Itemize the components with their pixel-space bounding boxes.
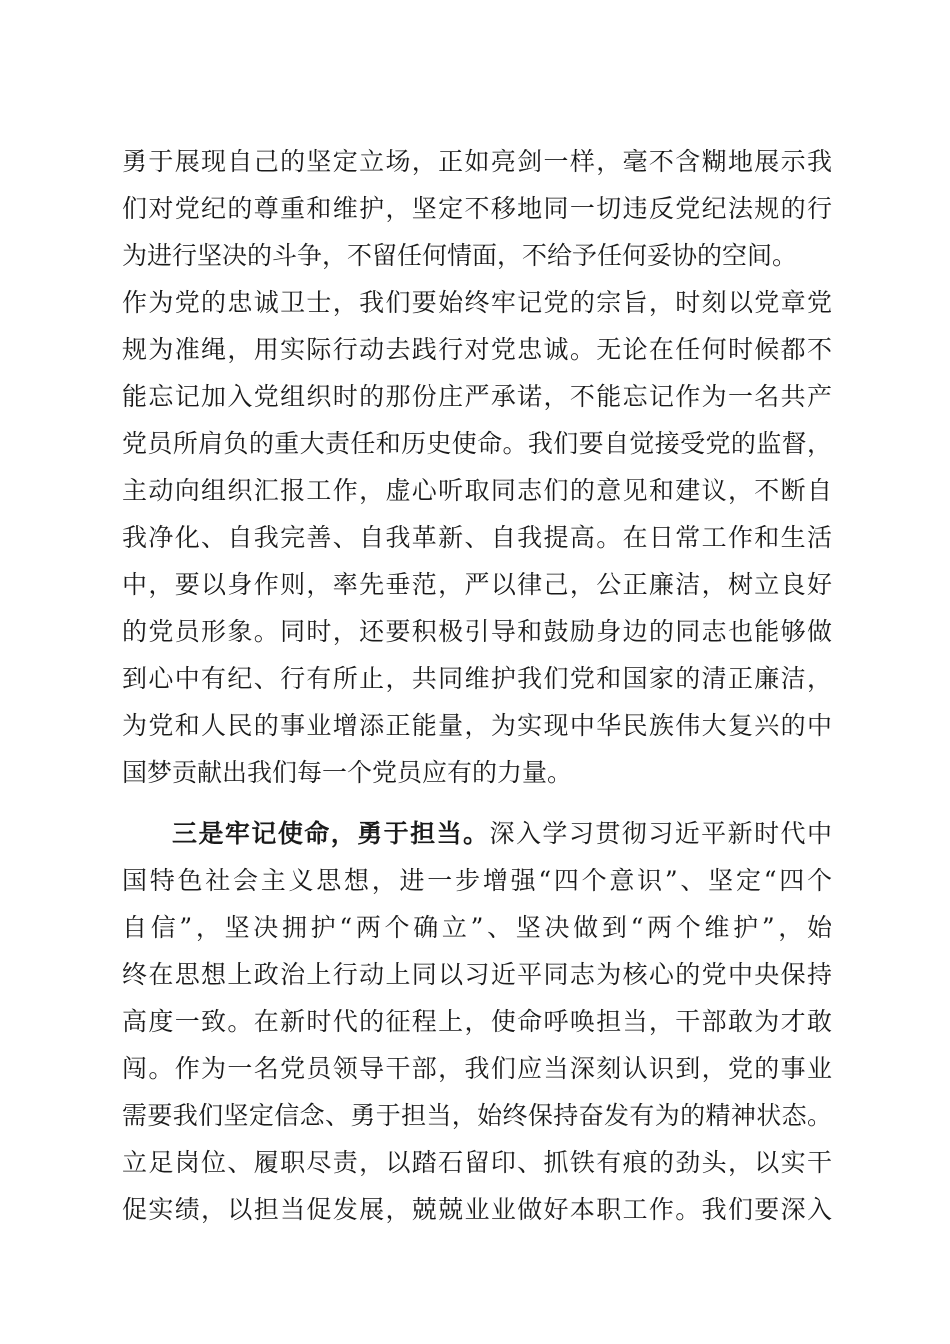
text-line: 国特色社会主义思想，进一步增强“四个意识”、坚定“四个 [122, 866, 832, 895]
text-line: 勇于展现自己的坚定立场，正如亮剑一样，毫不含糊地展示我 [122, 147, 832, 176]
text-line: 为进行坚决的斗争，不留任何情面，不给予任何妥协的空间。 [122, 241, 798, 270]
text-line: 们对党纪的尊重和维护，坚定不移地同一切违反党纪法规的行 [122, 194, 832, 223]
text-line: 能忘记加入党组织时的那份庄严承诺，不能忘记作为一名共产 [122, 382, 832, 411]
text-line: 到心中有纪、行有所止，共同维护我们党和国家的清正廉洁， [122, 664, 832, 693]
section-heading: 三是牢记使命，勇于担当。 [172, 819, 490, 848]
text-line: 为党和人民的事业增添正能量，为实现中华民族伟大复兴的中 [122, 711, 832, 740]
text-line: 中，要以身作则，率先垂范，严以律己，公正廉洁，树立良好 [122, 570, 832, 599]
text-line: 规为准绳，用实际行动去践行对党忠诚。无论在任何时候都不 [122, 335, 832, 364]
text-line: 的党员形象。同时，还要积极引导和鼓励身边的同志也能够做 [122, 617, 832, 646]
text-line: 高度一致。在新时代的征程上，使命呼唤担当，干部敢为才敢 [122, 1007, 832, 1036]
text-line: 立足岗位、履职尽责，以踏石留印、抓铁有痕的劲头，以实干 [122, 1148, 832, 1177]
text-line: 作为党的忠诚卫士，我们要始终牢记党的宗旨，时刻以党章党 [122, 288, 832, 317]
text-line: 促实绩，以担当促发展，兢兢业业做好本职工作。我们要深入 [122, 1195, 832, 1224]
text-line: 终在思想上政治上行动上同以习近平同志为核心的党中央保持 [122, 960, 832, 989]
text-line: 我净化、自我完善、自我革新、自我提高。在日常工作和生活 [122, 523, 832, 552]
section-first-line [172, 818, 832, 850]
text-line: 需要我们坚定信念、勇于担当，始终保持奋发有为的精神状态。 [122, 1101, 832, 1130]
text-line: 自信”，坚决拥护“两个确立”、坚决做到“两个维护”，始 [122, 913, 832, 942]
text-line: 党员所肩负的重大责任和历史使命。我们要自觉接受党的监督， [122, 429, 832, 458]
text-line: 国梦贡献出我们每一个党员应有的力量。 [122, 758, 573, 787]
text-line: 主动向组织汇报工作，虚心听取同志们的意见和建议，不断自 [122, 476, 832, 505]
section-first-line-text: 深入学习贯彻习近平新时代中 [489, 819, 832, 848]
text-line: 闯。作为一名党员领导干部，我们应当深刻认识到，党的事业 [122, 1054, 832, 1083]
